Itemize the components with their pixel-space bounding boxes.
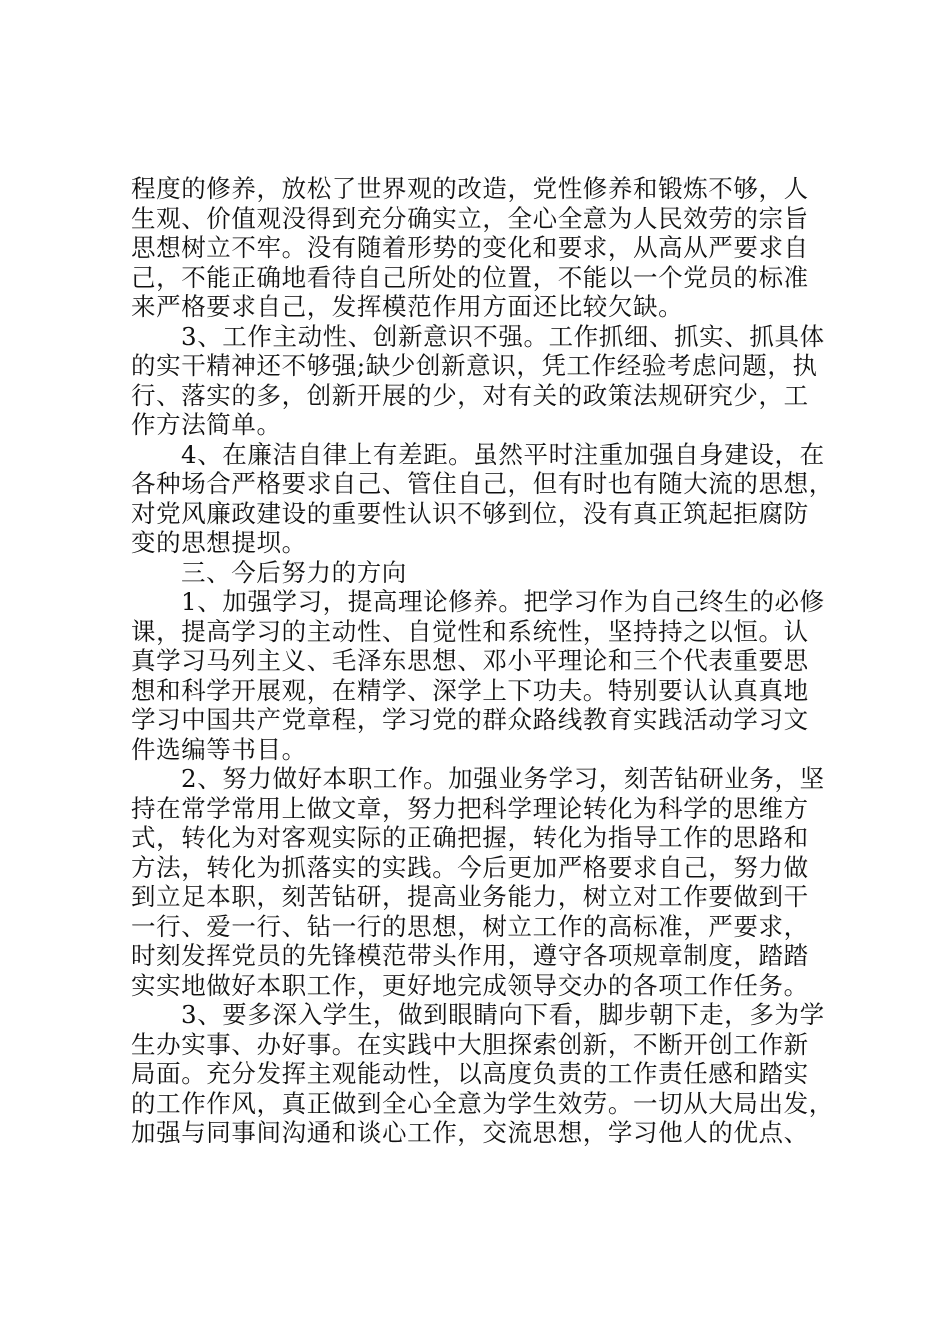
text-line: 三、今后努力的方向 [181,557,407,587]
text-line: 真学习马列主义、毛泽东思想、邓小平理论和三个代表重要思 [131,646,809,675]
text-line: 作方法简单。 [131,410,282,439]
text-line: 的工作作风，真正做到全心全意为学生效劳。一切从大局出发， [131,1088,834,1118]
text-line: 的实干精神还不够强;缺少创新意识，凭工作经验考虑问题，执 [131,351,818,380]
text-line: 来严格要求自己，发挥模范作用方面还比较欠缺。 [131,292,684,321]
text-line: 1、加强学习，提高理论修养。把学习作为自己终生的必修 [181,587,825,616]
text-line: 己，不能正确地看待自己所处的位置，不能以一个党员的标准 [131,262,809,292]
text-line: 生办实事、办好事。在实践中大胆探索创新，不断开创工作新 [131,1029,809,1059]
text-line: 变的思想提坝。 [131,528,307,557]
text-line: 对党风廉政建设的重要性认识不够到位，没有真正筑起拒腐防 [131,498,809,528]
text-line: 程度的修养，放松了世界观的改造，党性修养和锻炼不够，人 [131,174,809,203]
text-line: 方法，转化为抓落实的实践。今后更加严格要求自己，努力做 [131,852,809,882]
text-line: 局面。充分发挥主观能动性，以高度负责的工作责任感和踏实 [131,1059,809,1088]
text-line: 学习中国共产党章程，学习党的群众路线教育实践活动学习文 [131,705,809,734]
text-line: 行、落实的多，创新开展的少，对有关的政策法规研究少，工 [131,380,809,410]
text-line: 2、努力做好本职工作。加强业务学习，刻苦钻研业务，坚 [181,764,825,793]
text-line: 加强与同事间沟通和谈心工作，交流思想，学习他人的优点、 [131,1118,809,1147]
text-line: 式，转化为对客观实际的正确把握，转化为指导工作的思路和 [131,823,809,852]
document-body [131,174,834,1148]
text-line: 生观、价值观没得到充分确实立，全心全意为人民效劳的宗旨 [131,203,809,233]
text-line: 课，提高学习的主动性、自觉性和系统性，坚持持之以恒。认 [131,616,809,646]
text-line: 4、在廉洁自律上有差距。虽然平时注重加强自身建设，在 [181,439,825,469]
text-line: 一行、爱一行、钻一行的思想，树立工作的高标准，严要求， [131,911,809,941]
text-line: 到立足本职，刻苦钻研，提高业务能力，树立对工作要做到干 [131,882,809,911]
text-line: 实实地做好本职工作，更好地完成领导交办的各项工作任务。 [131,970,809,1000]
text-line: 各种场合严格要求自己、管住自己，但有时也有随大流的思想， [131,469,834,498]
text-line: 思想树立不牢。没有随着形势的变化和要求，从高从严要求自 [131,233,809,262]
text-line: 想和科学开展观，在精学、深学上下功夫。特别要认认真真地 [131,675,809,705]
text-line: 3、工作主动性、创新意识不强。工作抓细、抓实、抓具体 [181,321,825,351]
text-line: 3、要多深入学生，做到眼睛向下看，脚步朝下走，多为学 [181,1000,825,1029]
text-line: 持在常学常用上做文章，努力把科学理论转化为科学的思维方 [131,793,809,823]
text-line: 时刻发挥党员的先锋模范带头作用，遵守各项规章制度，踏踏 [131,941,809,970]
text-line: 件选编等书目。 [131,734,307,764]
